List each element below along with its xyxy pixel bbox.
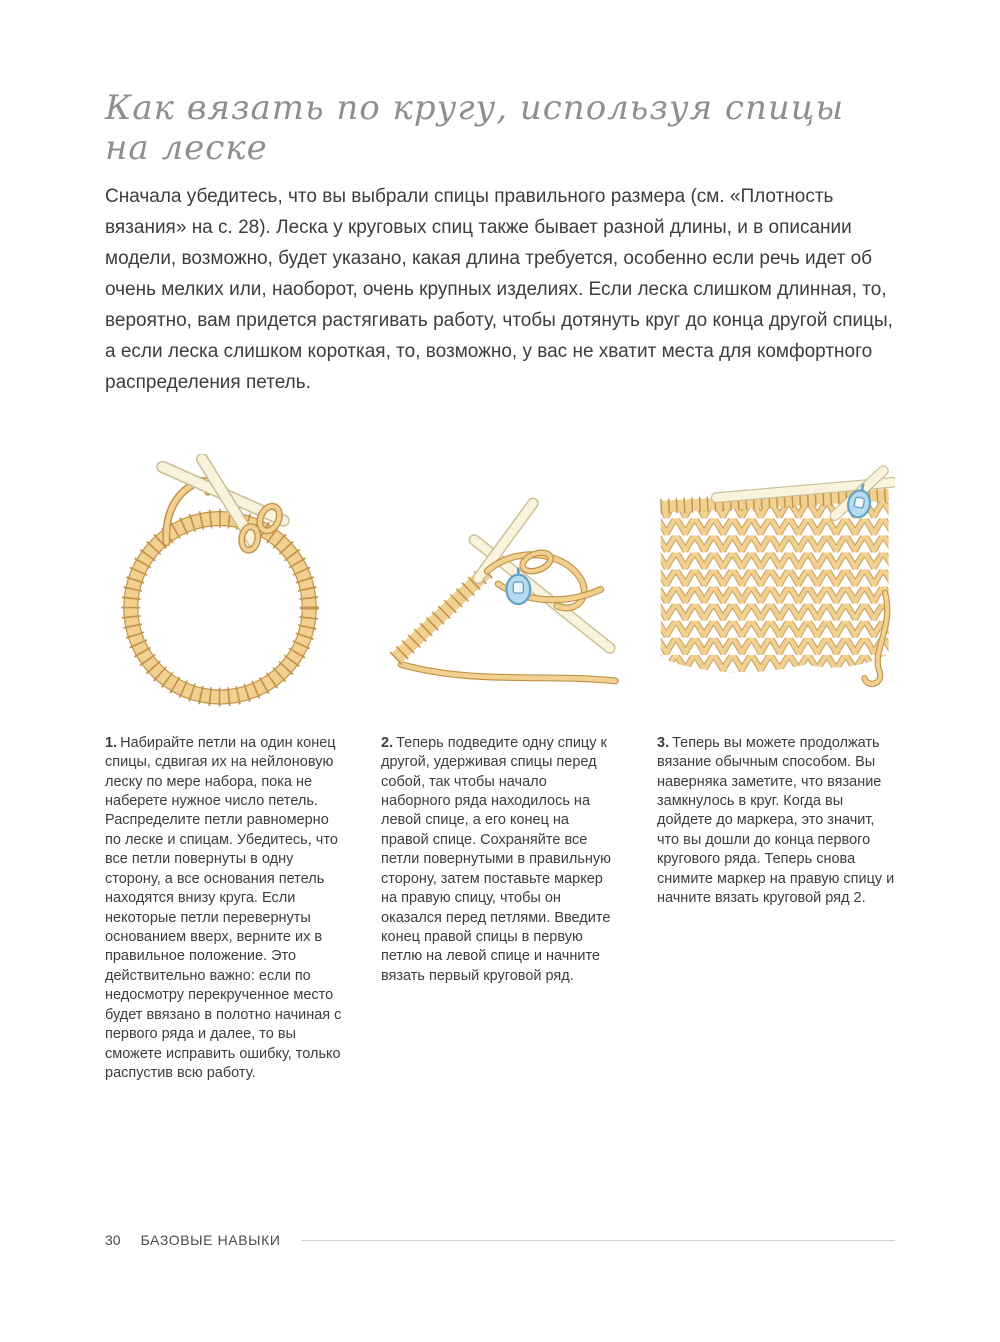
- joining-needles-illustration: [381, 454, 619, 712]
- step-1: [105, 734, 343, 1084]
- step-text: Набирайте петли на один конец спицы, сдвигая их на нейлоновую леску по мере набора, пока не наберете нужное число петель. Распределите петли равномерно по леске и спицам. Убедитесь, что все петли повернуты в одну сторону, а все основания петель находятся внизу круга. Если некоторые петли перевернуты основанием вверх, верните их в правильное положение. Это действительно важно: если по недосмотру перекрученное место будет ввязано в полотно начиная с первого ряда и далее, то вы сможете исправить ошибку, только распустив всю работу.: [105, 734, 342, 1081]
- step-2: [381, 734, 619, 1084]
- step-text: Теперь подведите одну спицу к другой, удерживая спицы перед собой, так чтобы начало наборного ряда находилось на левой спице, а его конец на правой спице. Сохраняйте все петли повернутыми в правильную сторону, затем поставьте маркер на правую спицу, чтобы он оказался перед петлями. Введите конец правой спицы в первую петлю на левой спице и начните вязать первый круговой ряд.: [381, 734, 612, 984]
- cast-on-band: [396, 571, 488, 659]
- figure-cast-on-ring: [105, 454, 343, 712]
- page-number: 30: [105, 1232, 121, 1248]
- step-number: 1.: [105, 734, 118, 751]
- step-number: 2.: [381, 734, 394, 751]
- figure-joining-needles: [381, 454, 619, 712]
- step-3: [657, 734, 895, 1084]
- step-text: Теперь вы можете продолжать вязание обычным способом. Вы наверняка заметите, что вязание замкнулось в круг. Когда вы дойдете до маркера, это значит, что вы дошли до конца первого кругового ряда. Теперь снова снимите маркер на правую спицу и начните вязать круговой ряд 2.: [657, 734, 895, 907]
- page-footer: [105, 1232, 895, 1248]
- page-title: Как вязать по кругу, используя спицы на леске: [105, 88, 845, 168]
- section-title: БАЗОВЫЕ НАВЫКИ: [140, 1232, 281, 1248]
- knitting-in-round-illustration: [657, 454, 895, 712]
- footer-rule: [301, 1240, 895, 1241]
- cast-on-ring-illustration: [105, 454, 343, 712]
- step-number: 3.: [657, 734, 670, 751]
- intro-paragraph: Сначала убедитесь, что вы выбрали спицы правильного размера (см. «Плотность вязания» на с. 28). Леска у круговых спиц также бывает разной длины, и в описании модели, возможно, будет указано, какая длина требуется, особенно если речь идет об очень мелких или, наоборот, очень крупных изделиях. Если леска слишком длинная, то, вероятно, вам придется растягивать работу, чтобы дотянуть круг до конца другой спицы, а если леска слишком короткая, то, возможно, у вас не хватит места для комфортного распределения петель.: [105, 186, 893, 393]
- yarn-ring: [131, 518, 310, 697]
- stockinette-fabric: [661, 494, 891, 679]
- figures-row: [105, 454, 895, 712]
- steps-row: [105, 734, 895, 1084]
- figure-knitting-in-round: [657, 454, 895, 712]
